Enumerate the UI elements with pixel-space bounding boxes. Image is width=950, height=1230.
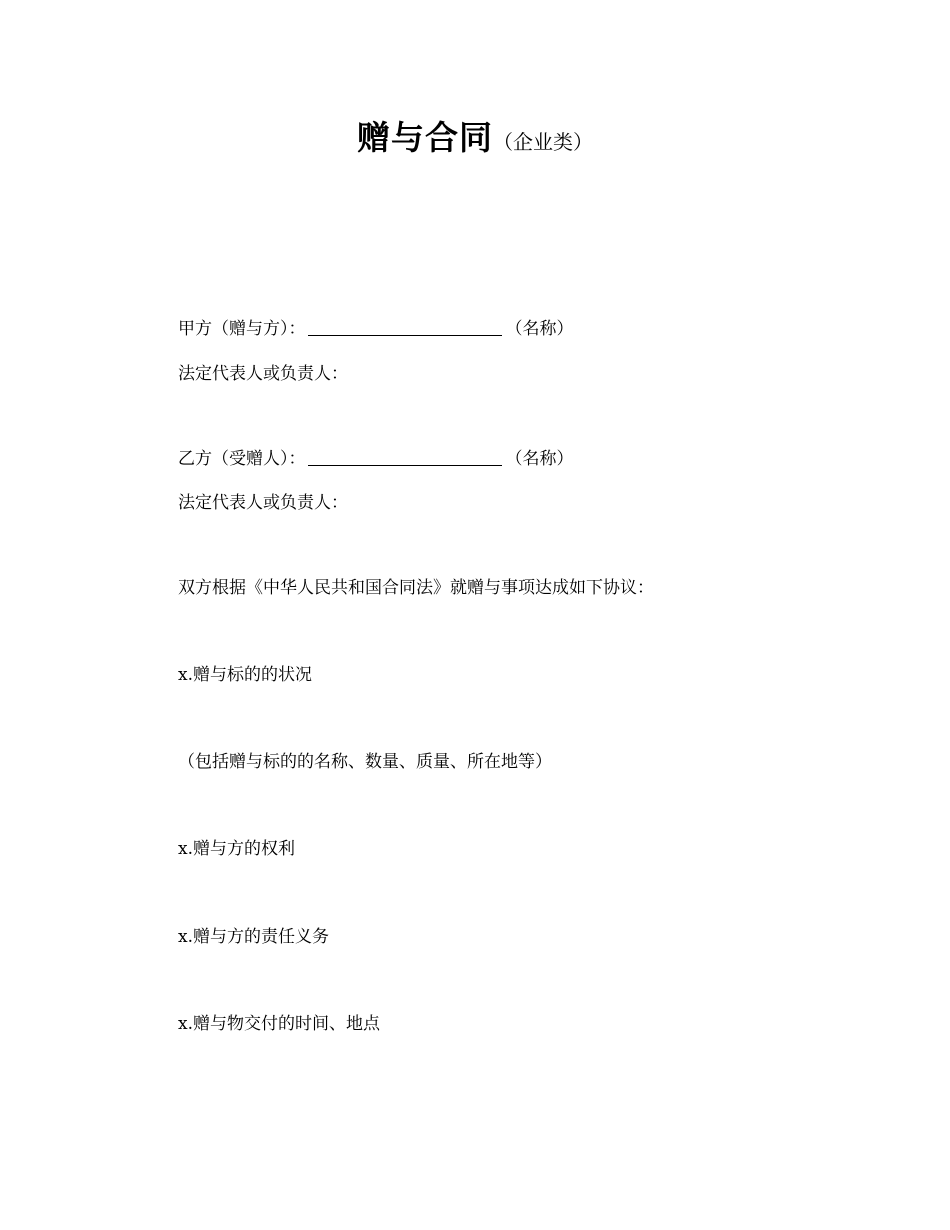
section-gift-status-note: （包括赠与标的的名称、数量、质量、所在地等） <box>178 752 552 772</box>
party-a-suffix: （名称） <box>505 319 574 339</box>
party-a-line <box>178 317 574 341</box>
party-b-suffix: （名称） <box>505 449 574 469</box>
party-a-label: 甲方（赠与方）： <box>178 319 306 339</box>
document-title <box>0 112 950 159</box>
party-b-representative: 法定代表人或负责人： <box>178 493 348 513</box>
title-subtitle: （企业类） <box>493 130 593 154</box>
title-main: 赠与合同 <box>357 118 493 157</box>
party-b-name-blank[interactable] <box>308 447 502 466</box>
party-a-name-blank[interactable] <box>308 317 502 336</box>
party-b-label: 乙方（受赠人）： <box>178 449 306 469</box>
party-a-representative: 法定代表人或负责人： <box>178 364 348 384</box>
section-delivery-time-place: x.赠与物交付的时间、地点 <box>178 1014 380 1034</box>
section-donor-obligations: x.赠与方的责任义务 <box>178 927 329 947</box>
section-donor-rights: x.赠与方的权利 <box>178 839 295 859</box>
section-gift-status: x.赠与标的的状况 <box>178 665 312 685</box>
party-b-line <box>178 447 574 471</box>
preamble: 双方根据《中华人民共和国合同法》就赠与事项达成如下协议： <box>178 578 654 598</box>
